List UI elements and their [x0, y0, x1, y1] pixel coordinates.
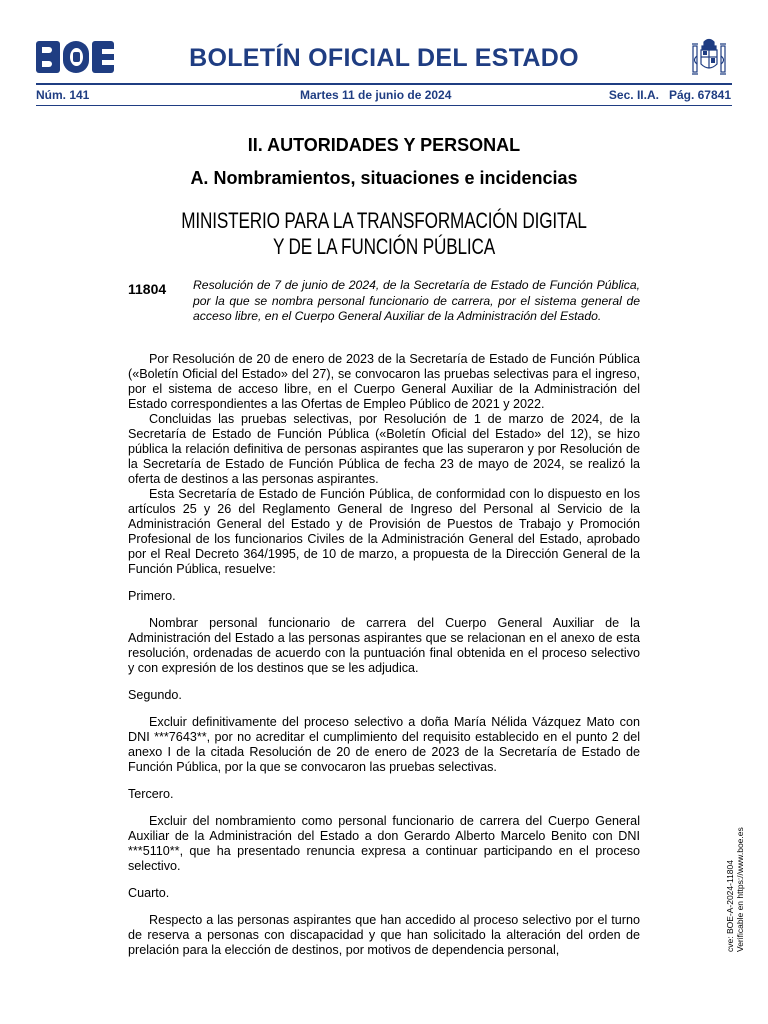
- article-text-segundo: Excluir definitivamente del proceso selectivo a doña María Nélida Vázquez Mato con DNI ***7643**, por no acreditar el cumplimiento del requisito establecido en el punto 2 del anexo I de la citada Resolución de 20 de enero de 2023 de la Secretaría de Estado de Función Pública, por la que se convocaron las pruebas selectivas.: [128, 715, 640, 774]
- paragraph: Concluidas las pruebas selectivas, por Resolución de 1 de marzo de 2024, de la Secretaría de Estado de Función Pública («Boletín Oficial del Estado» del 12), se hizo pública la relación definitiva de personas aspirantes que las superaron y por Resolución de la Secretaría de Estado de Función Pública de fecha 23 de mayo de 2024, se realizó la oferta de destinos a las personas aspirantes.: [128, 412, 640, 486]
- issue-number: Núm. 141: [36, 88, 90, 102]
- header-rule: [36, 83, 732, 85]
- ministry-heading: [84, 208, 683, 260]
- article-text-cuarto: Respecto a las personas aspirantes que han accedido al proceso selectivo por el turno de reserva a personas con discapacidad y que han solicitado la alteración del orden de prelación para la elección de destinos, por motivos de dependencia personal,: [128, 913, 640, 957]
- logo-letter-e: [92, 41, 114, 73]
- gazette-title: BOLETÍN OFICIAL DEL ESTADO: [189, 44, 579, 72]
- page-label: Pág. 67841: [668, 88, 731, 102]
- subsection-title: A. Nombramientos, situaciones e incidencias: [190, 168, 578, 188]
- document-body: [128, 352, 640, 958]
- ministry-line-1: MINISTERIO PARA LA TRANSFORMACIÓN DIGITAL: [181, 208, 587, 233]
- ministry-line-2: Y DE LA FUNCIÓN PÚBLICA: [272, 234, 496, 259]
- article-text-tercero: Excluir del nombramiento como personal funcionario de carrera del Cuerpo General Auxiliar de la Administración del Estado a don Gerardo Alberto Marcelo Benito con DNI ***5110**, que ha presentado renuncia expresa a continuar participando en el proceso selectivo.: [128, 814, 640, 873]
- article-heading-primero: Primero.: [128, 589, 176, 603]
- logo-letter-o: [63, 41, 90, 73]
- logo-letter-b: [36, 41, 60, 73]
- boe-logo: [36, 41, 114, 73]
- cve-code: cve: BOE-A-2024-11804: [725, 860, 735, 952]
- article-heading-segundo: Segundo.: [128, 688, 182, 702]
- header-rule-bottom: [36, 105, 732, 106]
- section-title: II. AUTORIDADES Y PERSONAL: [247, 135, 521, 155]
- article-heading-cuarto: Cuarto.: [128, 886, 170, 900]
- issue-date: Martes 11 de junio de 2024: [300, 88, 452, 102]
- coat-of-arms-icon: [690, 36, 728, 78]
- article-heading-tercero: Tercero.: [128, 787, 174, 801]
- paragraph: Por Resolución de 20 de enero de 2023 de la Secretaría de Estado de Función Pública («Boletín Oficial del Estado» del 27), se convocaron las pruebas selectivas para el ingreso, por el sistema de acceso libre, en el Cuerpo General Auxiliar de la Administración del Estado correspondientes a las Ofertas de Empleo Público de 2021 y 2022.: [128, 352, 640, 411]
- document-summary: Resolución de 7 de junio de 2024, de la Secretaría de Estado de Función Pública, por la que se nombra personal funcionario de carrera, por el sistema general de acceso libre, en el Cuerpo General Auxiliar de la Administración del Estado.: [193, 278, 640, 323]
- verification-sidebar: [725, 692, 745, 952]
- article-text-primero: Nombrar personal funcionario de carrera del Cuerpo General Auxiliar de la Administración del Estado a las personas aspirantes que se relacionan en el anexo de esta resolución, ordenadas de acuerdo con la puntuación final obtenida en el proceso selectivo y con expresión de los destinos que se les adjudica.: [128, 616, 640, 675]
- section-page: [609, 88, 731, 102]
- paragraph: Esta Secretaría de Estado de Función Pública, de conformidad con lo dispuesto en los artículos 25 y 26 del Reglamento General de Ingreso del Personal al Servicio de la Administración General del Estado y de Provisión de Puestos de Trabajo y Promoción Profesional de los funcionarios Civiles de la Administración General del Estado, aprobado por el Real Decreto 364/1995, de 10 de marzo, a propuesta de la Dirección General de la Función Pública, resuelve:: [128, 487, 640, 576]
- document-number: 11804: [128, 281, 167, 297]
- verification-link[interactable]: Verificable en https://www.boe.es: [735, 827, 745, 952]
- section-label: Sec. II.A.: [608, 88, 659, 102]
